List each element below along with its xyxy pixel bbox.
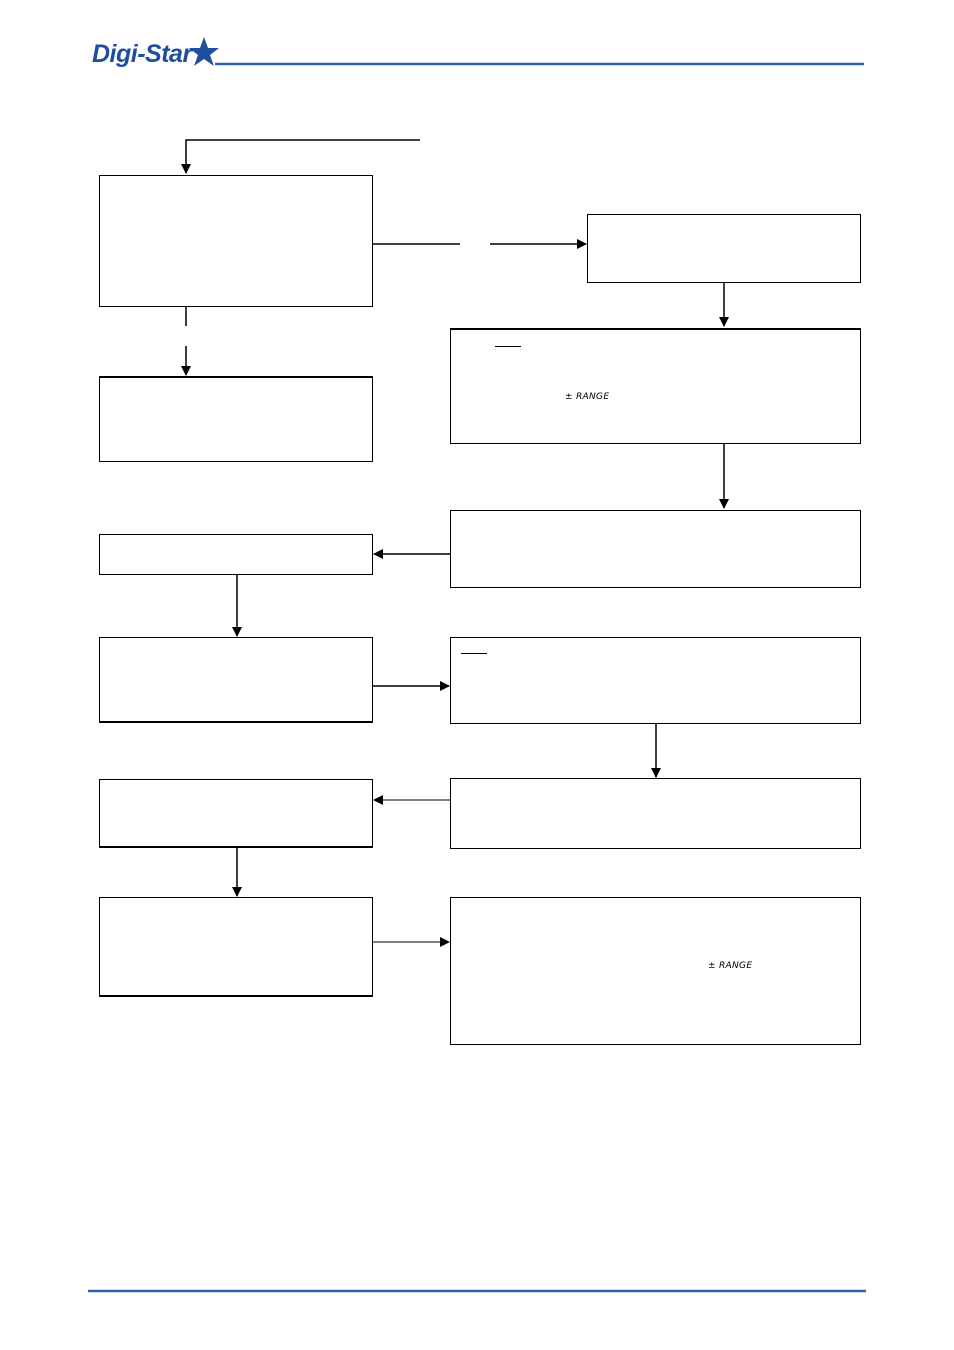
range-label: ± RANGE <box>565 392 610 402</box>
entry-arrow <box>186 140 420 173</box>
logo-text: Digi-Star <box>92 40 192 68</box>
range-label: ± RANGE <box>708 961 753 971</box>
